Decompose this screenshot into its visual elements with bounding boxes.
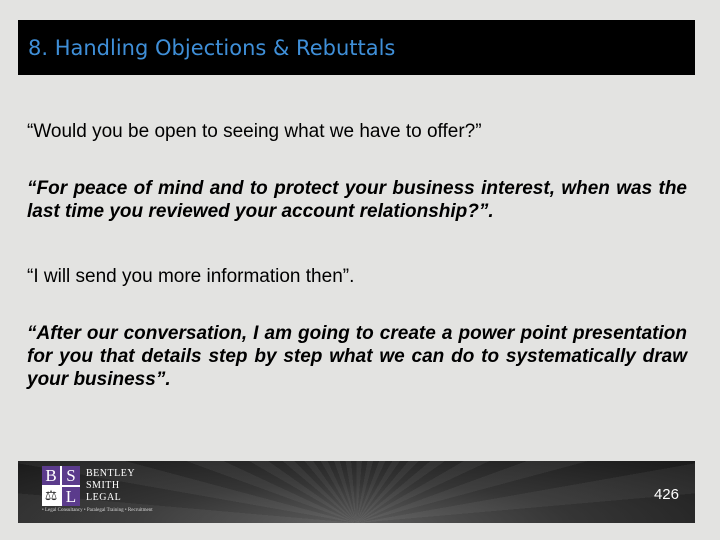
logo-letter-s: S — [62, 466, 80, 485]
logo-tagline: • Legal Consultancy • Paralegal Training • Recruitment — [42, 508, 153, 513]
rebuttal-response-1: “For peace of mind and to protect your business interest, when was the last time you reviewed your account relationship?”. — [27, 178, 687, 222]
logo-mark — [42, 466, 80, 506]
logo-letter-b: B — [42, 466, 60, 485]
logo-name-line-3: LEGAL — [86, 492, 122, 503]
scales-of-justice-icon: ⚖ — [42, 487, 60, 506]
title-bar — [18, 20, 695, 75]
footer-bar — [18, 461, 695, 523]
company-logo — [42, 466, 170, 518]
logo-name-line-1: BENTLEY — [86, 468, 136, 479]
slide-content — [27, 120, 687, 391]
rebuttal-question-1: “Would you be open to seeing what we have to offer?” — [27, 121, 482, 142]
logo-letter-l: L — [62, 487, 80, 506]
logo-name-line-2: SMITH — [86, 480, 120, 491]
page-number: 426 — [653, 486, 679, 503]
logo-wordmark — [86, 468, 135, 504]
rebuttal-question-2: “I will send you more information then”. — [27, 266, 355, 287]
rebuttal-response-2: “After our conversation, I am going to create a power point presentation for you that details step by step what we can do to systematically draw your business”. — [27, 323, 687, 390]
slide-title: 8. Handling Objections & Rebuttals — [28, 36, 396, 60]
